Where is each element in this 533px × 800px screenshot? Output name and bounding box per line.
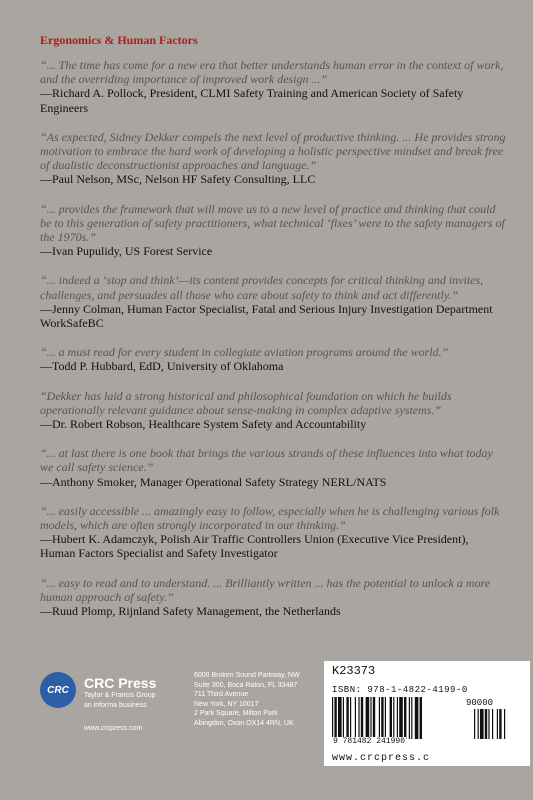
review-quote: “Dekker has laid a strong historical and philosophical foundation on which he builds operationally relevant guidance about sense-making in complex adaptive systems.”: [40, 388, 452, 417]
review-author: —Hubert K. Adamczyk, Polish Air Traffic Controllers Union (Executive Vice President), Human Factors Specialist and Safety Investigator: [40, 532, 469, 561]
review-author: —Dr. Robert Robson, Healthcare System Safety and Accountability: [40, 417, 367, 432]
publisher-footer: [40, 661, 530, 766]
address-line: New York, NY 10017: [194, 700, 259, 708]
review-item: [40, 58, 506, 115]
review-item: [40, 345, 506, 373]
review-item: [40, 273, 506, 330]
review-quote: “... The time has come for a new era that better understands human error in the context of work, and the overriding importance of improved work design ...”: [40, 58, 504, 87]
crc-logo-icon: [40, 672, 76, 708]
review-item: [40, 446, 506, 489]
review-author: —Anthony Smoker, Manager Operational Safety Strategy NERL/NATS: [40, 474, 387, 489]
address-line: Abingdon, Oxon OX14 4RN, UK: [194, 719, 294, 727]
reviews-list: [40, 58, 506, 633]
review-item: [40, 389, 506, 432]
isbn-label: ISBN: 978-1-4822-4199-0: [332, 685, 468, 695]
address-line: 711 Third Avenue: [194, 691, 249, 698]
review-quote: “... easy to read and to understand. ... Brilliantly written ... has the potential to unlock a more human approach of safety.”: [40, 575, 491, 604]
review-author: —Todd P. Hubbard, EdD, University of Oklahoma: [40, 359, 284, 374]
address-line: Suite 300, Boca Raton, FL 33487: [194, 681, 298, 689]
review-quote: “... easily accessible ... amazingly easy to follow, especially when he is challenging various folk models, which are often strongly incorporated in our thinking.”: [40, 503, 500, 533]
review-item: [40, 504, 506, 561]
review-author: —Ruud Plomp, Rijnland Safety Management, the Netherlands: [40, 604, 341, 619]
logo-text: CRC: [47, 684, 69, 696]
review-item: [40, 202, 506, 259]
review-quote: “... provides the framework that will move us to a new level of practice and thinking that could be to this generation of safety practitioners, what technical ‘fixes’ were to the safety managers of the 1970s.”: [40, 201, 505, 245]
review-quote: “... a must read for every student in collegiate aviation programs around the world.”: [40, 345, 449, 360]
address-line: 6000 Broken Sound Parkway, NW: [194, 672, 300, 679]
publisher-business: an informa business: [84, 702, 147, 709]
barcode-digits: 9 781482 241990: [333, 737, 406, 746]
review-item: [40, 130, 506, 187]
review-author: —Ivan Pupulidy, US Forest Service: [40, 244, 213, 259]
publisher-group: Taylor & Francis Group: [84, 692, 156, 699]
review-author: —Richard A. Pollock, President, CLMI Safety Training and American Society of Safety Engineers: [40, 86, 464, 115]
review-quote: “... indeed a ‘stop and think’—its content provides concepts for critical thinking and invites, challenges, and persuades all those who care about safety to think and act differently.”: [40, 273, 484, 302]
barcode-panel: [324, 661, 530, 766]
address-line: 2 Park Square, Milton Park: [194, 710, 278, 717]
publisher-url[interactable]: www.crcpress.c: [332, 753, 431, 764]
review-item: [40, 576, 506, 619]
product-code: K23373: [332, 664, 376, 678]
review-author: —Paul Nelson, MSc, Nelson HF Safety Consulting, LLC: [40, 172, 316, 187]
publisher-name: CRC Press: [84, 675, 157, 691]
review-quote: “... at last there is one book that brings the various strands of these influences into what today we call safety science.”: [40, 446, 493, 475]
publisher-website[interactable]: www.crcpress.com: [84, 725, 143, 732]
review-author: —Jenny Colman, Human Factor Specialist, Fatal and Serious Injury Investigation Department WorkSafeBC: [40, 301, 493, 331]
publisher-address: [194, 671, 334, 728]
price-code: 90000: [466, 698, 494, 708]
category-label: Ergonomics & Human Factors: [40, 33, 198, 47]
review-quote: “As expected, Sidney Dekker compels the next level of productive thinking. ... He provides strong motivation to embrace the hard work of developing a holistic perspective mindset and break free of dualistic deconstructionist approaches and language.”: [40, 129, 506, 173]
